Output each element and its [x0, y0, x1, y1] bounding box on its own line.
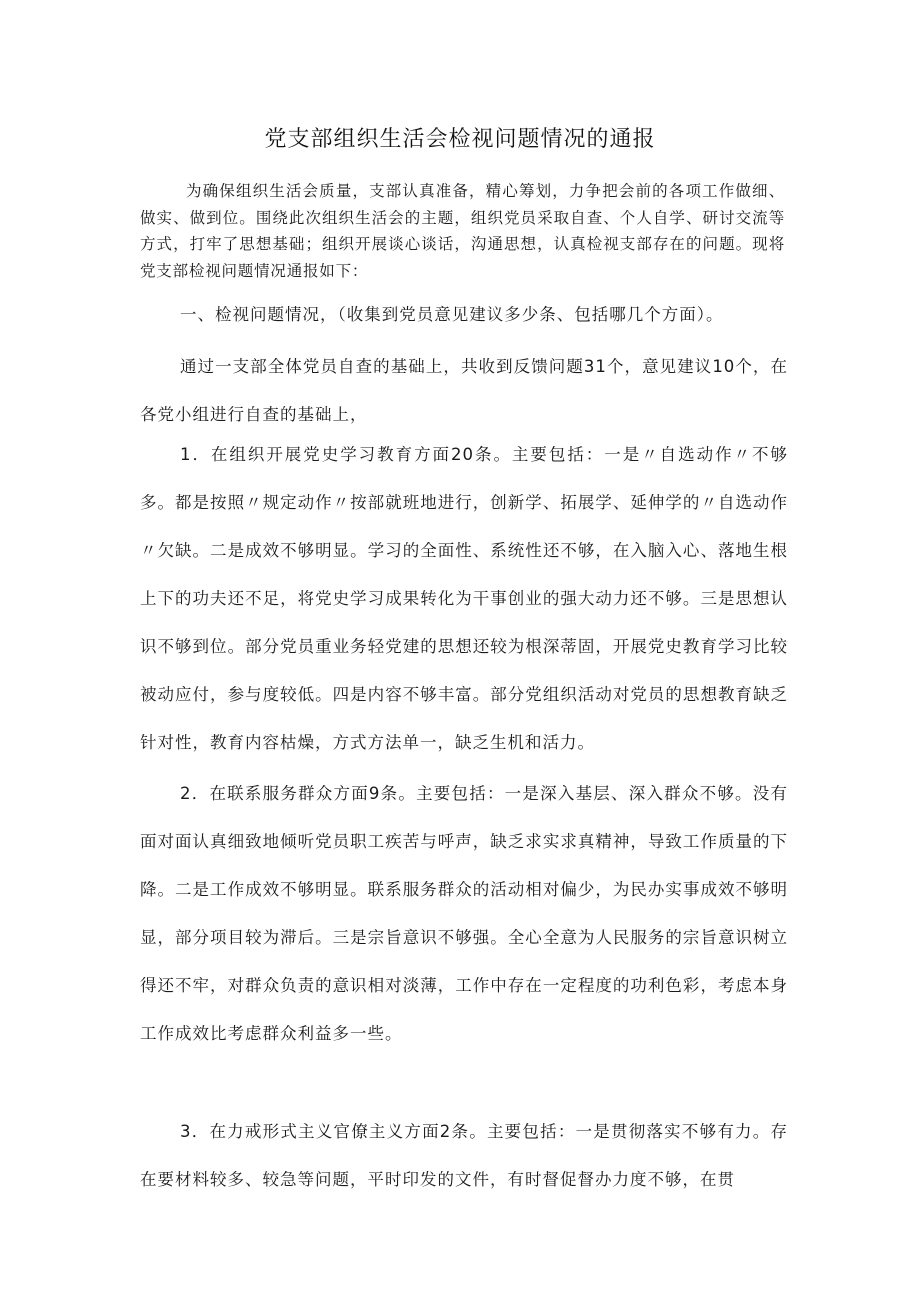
feedback-summary-paragraph: 通过一支部全体党员自查的基础上，共收到反馈问题31个，意见建议10个，在各党小组进行自查的基础上， [140, 357, 788, 424]
document-title: 党支部组织生活会检视问题情况的通报 [264, 127, 656, 152]
section-heading: 一、检视问题情况，（收集到党员意见建议多少条、包括哪几个方面）。 [180, 305, 724, 324]
issue-item-formalism-bureaucratism: 3．在力戒形式主义官僚主义方面2条。主要包括：一是贯彻落实不够有力。存在要材料较多、较急等问题，平时印发的文件，有时督促督办力度不够，在贯 [140, 1122, 788, 1189]
issue-item-serving-the-masses: 2．在联系服务群众方面9条。主要包括：一是深入基层、深入群众不够。没有面对面认真细致地倾听党员职工疾苦与呼声，缺乏求实求真精神，导致工作质量的下降。二是工作成效不够明显。联系服务群众的活动相对偏少，为民办实事成效不够明显，部分项目较为滞后。三是宗旨意识不够强。全心全意为人民服务的宗旨意识树立得还不牢，对群众负责的意识相对淡薄，工作中存在一定程度的功利色彩，考虑本身工作成效比考虑群众利益多一些。 [140, 784, 788, 1043]
intro-paragraph: 为确保组织生活会质量，支部认真准备，精心筹划，力争把会前的各项工作做细、做实、做到位。围绕此次组织生活会的主题，组织党员采取自查、个人自学、研讨交流等方式，打牢了思想基础；组织开展谈心谈话，沟通思想，认真检视支部存在的问题。现将党支部检视问题情况通报如下： [140, 182, 785, 280]
issue-item-party-history-education: 1．在组织开展党史学习教育方面20条。主要包括：一是〃自选动作〃不够多。都是按照〃规定动作〃按部就班地进行，创新学、拓展学、延伸学的〃自选动作〃欠缺。二是成效不够明显。学习的全面性、系统性还不够，在入脑入心、落地生根上下的功夫还不足，将党史学习成果转化为干事创业的强大动力还不够。三是思想认识不够到位。部分党员重业务轻党建的思想还较为根深蒂固，开展党史教育学习比较被动应付，参与度较低。四是内容不够丰富。部分党组织活动对党员的思想教育缺乏针对性，教育内容枯燥，方式方法单一，缺乏生机和活力。 [140, 445, 788, 752]
